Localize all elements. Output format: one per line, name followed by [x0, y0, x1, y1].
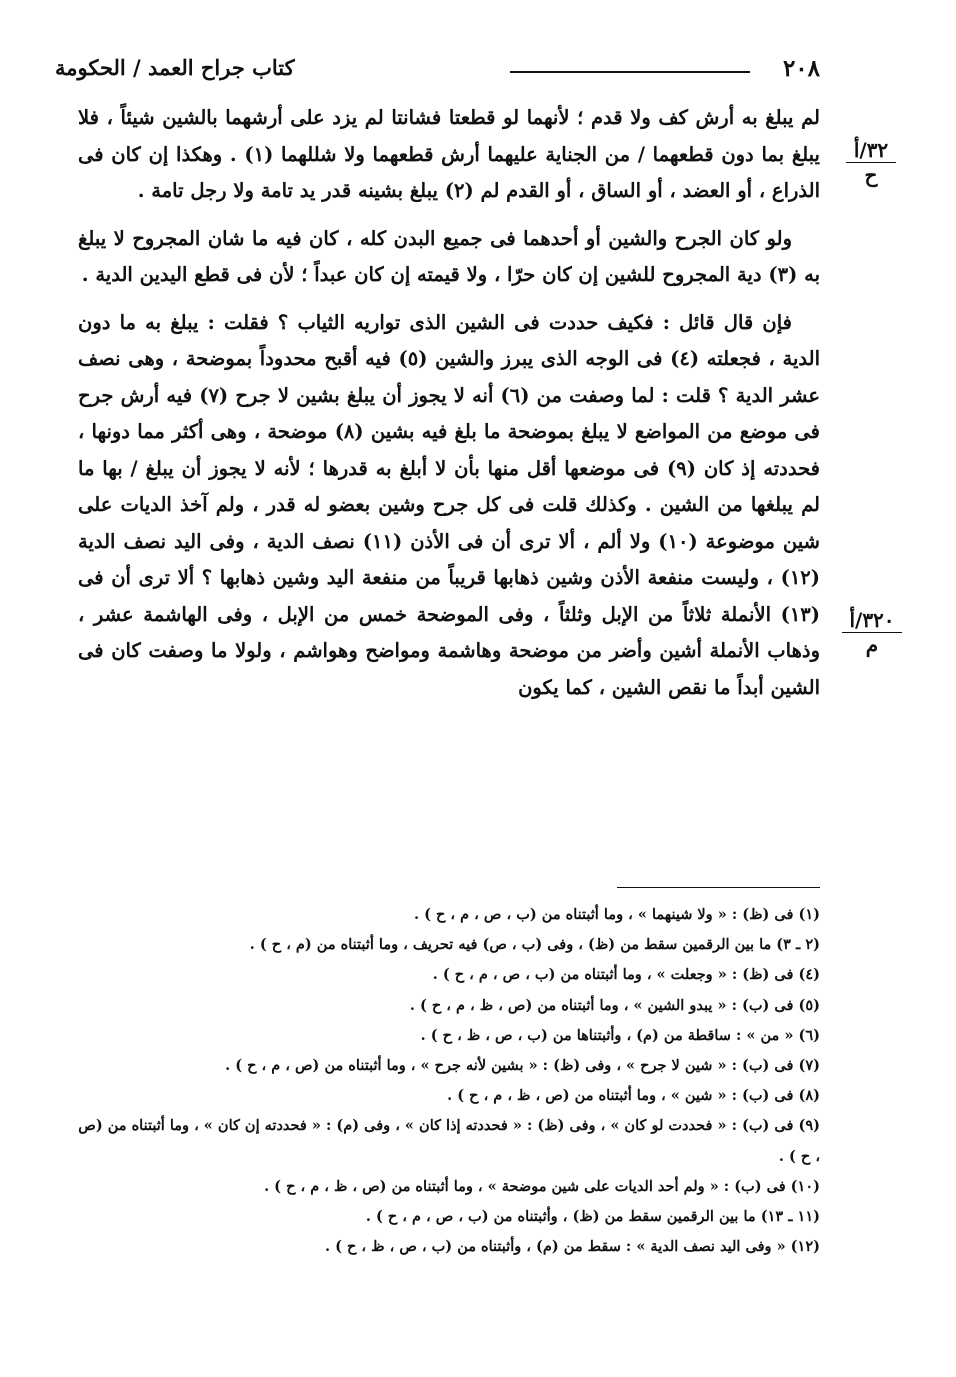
margin-ref-page: ٣٢/أ	[846, 138, 896, 163]
header-rule	[510, 71, 750, 73]
paragraph: ولو كان الجرح والشين أو أحدهما فى جميع البدن كله ، كان فيه ما شان المجروح لا يبلغ به (٣) دية المجروح للشين إن كان حرّا ، ولا قيمته إن كان عبداً ؛ لأن فى قطع اليدين الدية .	[78, 226, 820, 286]
margin-reference	[846, 138, 896, 187]
margin-ref-manuscript: ح	[864, 163, 878, 187]
margin-ref-page: ٣٢٠/أ	[842, 608, 902, 633]
margin-reference	[842, 608, 902, 657]
footnote: (١٠) فى (ب) : « ولم أحد الديات على شين موضحة » ، وما أثبتناه من (ص ، ظ ، م ، ح ) .	[264, 1177, 820, 1195]
footnotes	[75, 900, 820, 1262]
page-header	[55, 55, 820, 89]
running-title: كتاب جراح العمد / الحكومة	[55, 55, 295, 80]
footnote: (٩) فى (ب) : « فحددت لو كان » ، وفى (ظ) : « فحددته إذا كان » ، وفى (م) : « فحددته إن كان » ، وما أثبتناه من (ص ، ح ) .	[78, 1117, 820, 1165]
footnote: (٥) فى (ب) : « يبدو الشين » ، وما أثبتناه من (ص ، ظ ، م ، ح ) .	[409, 996, 820, 1014]
footnote: (١٢) « وفى اليد نصف الدية » : سقط من (م) ، وأثبتناه من (ب ، ص ، ظ ، ح ) .	[325, 1238, 820, 1256]
footnote: (٨) فى (ب) : « شين » ، وما أثبتناه من (ص ، ظ ، م ، ح ) .	[447, 1087, 820, 1105]
paragraph: لم يبلغ به أرش كف ولا قدم ؛ لأنهما لو قطعتا فشانتا لم يزد على أرشهما بالشين شيئاً ، فلا يبلغ بما دون قطعهما / من الجناية عليهما أرش قطعهما ولا شللهما (١) . وهكذا إن كان فى الذراع ، أو العضد ، أو الساق ، أو القدم لم (٢) يبلغ بشينه قدر يد تامة ولا رجل تامة .	[78, 106, 820, 202]
footnote: (١١ ـ ١٣) ما بين الرقمين سقط من (ظ) ، وأثبتناه من (ب ، ص ، م ، ح ) .	[365, 1208, 820, 1226]
footnote: (٦) « من » : ساقطة من (م) ، وأثبتناها من (ب ، ص ، ظ ، ح ) .	[420, 1026, 820, 1044]
footnote: (١) فى (ظ) : « ولا شينهما » ، وما أثبتناه من (ب ، ص ، م ، ح ) .	[414, 906, 820, 923]
footnote: (٧) فى (ب) : « شين لا جرح » ، وفى (ظ) : « بشين لأنه جرح » ، وما أثبتناه من (ص ، م ، ح ) .	[225, 1057, 820, 1075]
main-text	[78, 100, 820, 717]
page-number: ٢٠٨	[782, 55, 820, 82]
footnote: (٢ ـ ٣) ما بين الرقمين سقط من (ظ) ، وفى (ب ، ص) فيه تحريف ، وما أثبتناه من (م ، ح ) .	[249, 936, 820, 954]
footnote: (٤) فى (ظ) : « وجعلت » ، وما أثبتناه من (ب ، ص ، م ، ح ) .	[432, 966, 820, 984]
paragraph: فإن قال قائل : فكيف حددت فى الشين الذى تواريه الثياب ؟ فقلت : يبلغ به ما دون الدية ، فجعلته (٤) فى الوجه الذى يبرز والشين (٥) فيه أقبح محدوداً بموضحة ، وهى نصف عشر الدية ؟ قلت : لما وصفت من (٦) أنه لا يجوز أن يبلغ بشين لا جرح (٧) فيه أرش جرح فى موضع من المواضع لا يبلغ بموضحة ما بلغ فيه بشين (٨) موضحة ، وهى أكثر مما دونها ، فحددته إذ كان (٩) فى موضعها أقل منها بأن لا أبلغ به قدرها ؛ لأنه لا يجوز أن يبلغ / بها ما لم يبلغها من الشين . وكذلك قلت فى كل جرح وشين بعضو له قدر ، ولم آخذ الديات على شين موضوعة (١٠) ولا ألم ، ألا ترى أن فى الأذن (١١) نصف الدية ، وفى اليد نصف الدية (١٢) ، وليست منفعة الأذن وشين ذهابها قريباً من منفعة اليد وشين ذهابها ؟ ألا ترى أن فى (١٣) الأنملة ثلاثاً من الإبل وثلثاً ، وفى الموضحة خمس من الإبل ، وفى الهاشمة عشر ، وذهاب الأنملة أشين وأضر من موضحة وهاشمة ومواضح وهواشم ، ولولا ما وصفت كان فى الشين أبداً ما نقص الشين ، كما يكون	[78, 310, 821, 699]
margin-ref-manuscript: م	[865, 633, 879, 657]
footnote-divider	[617, 887, 820, 888]
